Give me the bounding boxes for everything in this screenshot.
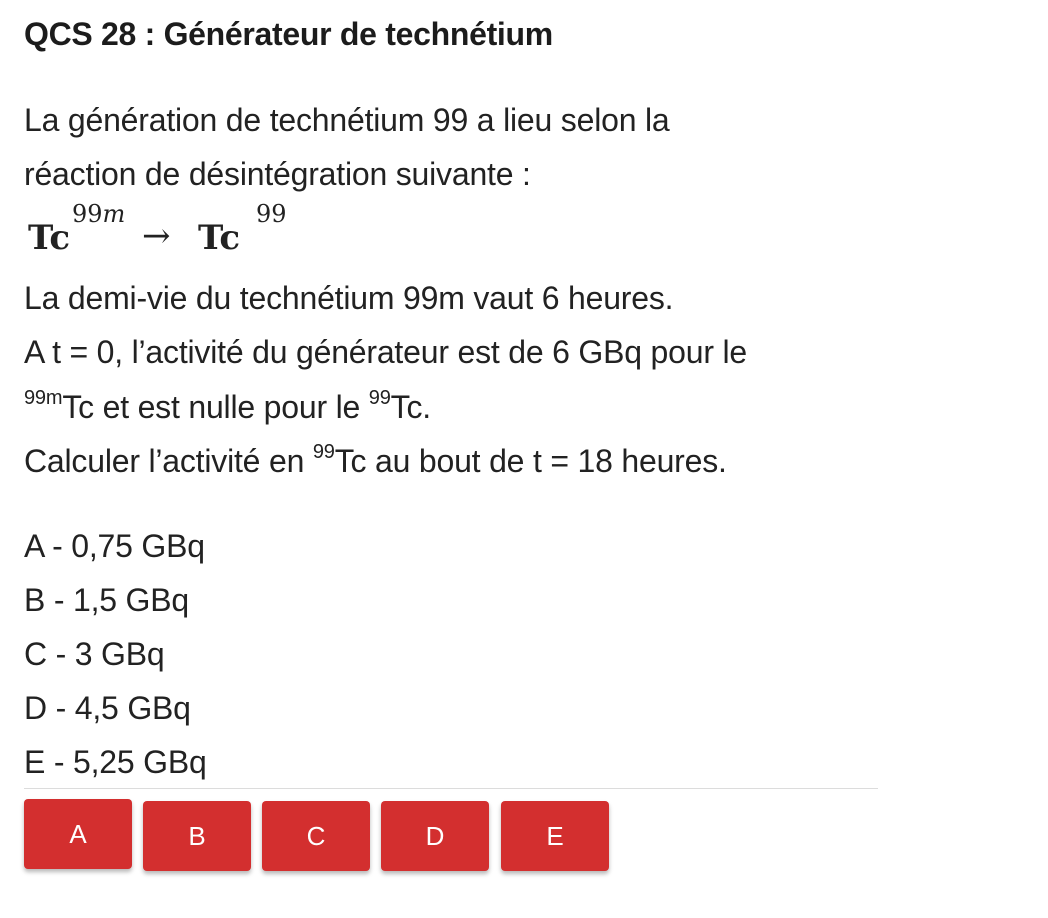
question-prompt: Calculer l’activité en $^{99}$Tc au bout de t = 18 heures. [24,441,727,479]
decay-equation [24,198,344,262]
equation-left-symbol: Tc [28,218,71,258]
choice-d: D - 4,5 GBq [24,690,191,726]
answer-button-a[interactable]: A [24,799,132,869]
equation-left-superscript: 99m [72,200,126,228]
equation-arrow: → [142,216,171,256]
initial-activity-line-2: $^{99m}$Tc et est nulle pour le $^{99}$Tc. [24,387,431,425]
question-title: QCS 28 : Générateur de technétium [24,16,553,52]
choice-b: B - 1,5 GBq [24,582,189,618]
answer-button-b[interactable]: B [143,801,251,871]
answer-button-d[interactable]: D [381,801,489,871]
initial-activity-line-1: A t = 0, l’activité du générateur est de 6 GBq pour le [24,334,747,370]
answer-button-c[interactable]: C [262,801,370,871]
intro-line-2: réaction de désintégration suivante : [24,156,531,192]
choice-e: E - 5,25 GBq [24,744,207,780]
intro-line-1: La génération de technétium 99 a lieu selon la [24,102,670,138]
half-life-line: La demi-vie du technétium 99m vaut 6 heures. [24,280,674,316]
equation-right-symbol: Tc [198,218,241,258]
answer-button-e[interactable]: E [501,801,609,871]
equation-right-superscript: 99 [256,200,287,228]
divider [24,788,878,789]
choice-a: A - 0,75 GBq [24,528,205,564]
choice-c: C - 3 GBq [24,636,165,672]
